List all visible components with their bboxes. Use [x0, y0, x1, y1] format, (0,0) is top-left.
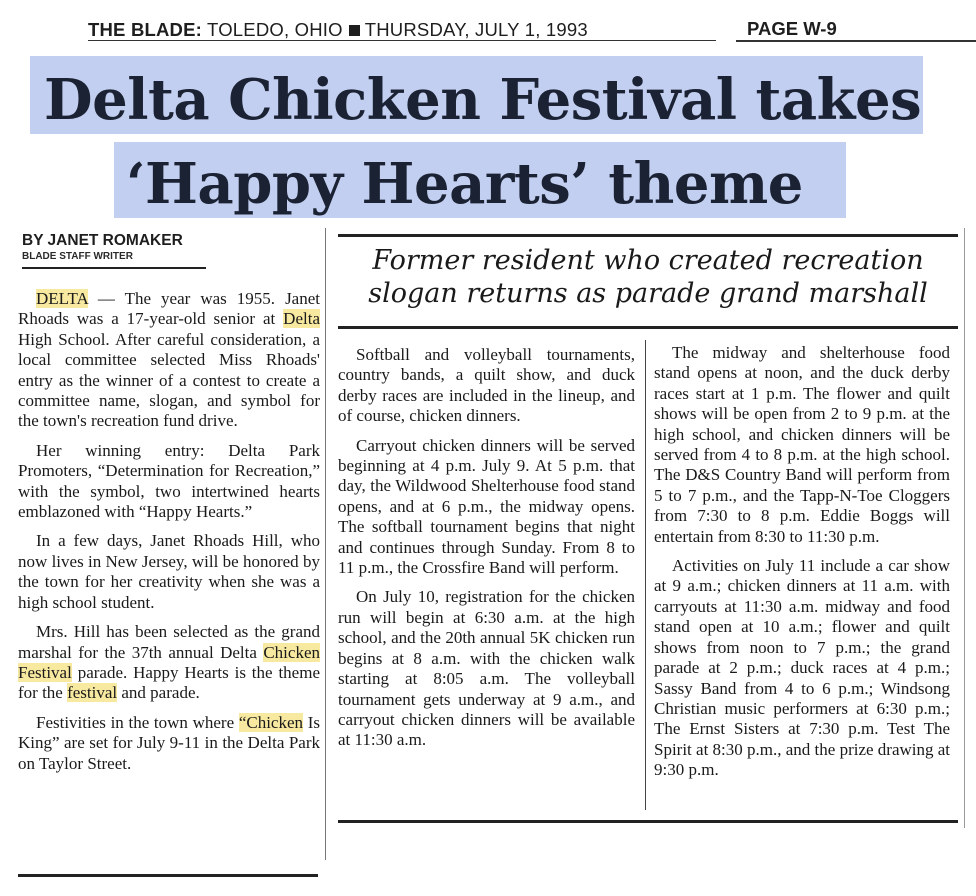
highlighted-text: Delta	[283, 309, 320, 329]
headline-line-1: Delta Chicken Festival takes	[30, 56, 923, 134]
column-end-rule	[18, 874, 318, 877]
paragraph: Softball and volleyball tournaments, country bands, a quilt show, and duck derby races are included in the lineup, and of course, chicken dinners.	[338, 345, 635, 426]
highlighted-text: “Chicken	[238, 712, 304, 732]
kicker-rule-top	[338, 234, 958, 237]
text-run: — The year was 1955. Janet Rhoads was a 17-year-old senior at	[18, 289, 320, 329]
text-run: Is King” are set for July 9-11 in the Delta Park on Taylor Street.	[18, 712, 320, 773]
headline-line-2: ‘Happy Hearts’ theme	[114, 142, 846, 218]
highlighted-text: DELTA	[36, 289, 88, 308]
byline-rule	[22, 267, 206, 269]
article-end-rule	[338, 820, 958, 823]
page-number: PAGE W-9	[747, 18, 837, 39]
kicker-headline	[338, 244, 958, 310]
column-divider	[645, 340, 646, 810]
text-run: and parade.	[117, 683, 200, 703]
text-run: High School. After careful consideration, a local committee selected Miss Rhoads' entry as the winner of a contest to create a committee name, slogan, and symbol for the town's recreation fund drive.	[18, 329, 320, 431]
paragraph: The midway and shelterhouse food stand opens at noon, and the duck derby races start at 1 p.m. The flower and quilt shows will be open from 2 to 9 p.m. at the high school, and chicken dinners will be served from 4 to 8 p.m. at the high school. The D&S Country Band will perform from 5 to 7 p.m., and the Tapp-N-Toe Cloggers from 7:30 to 8 p.m. Eddie Boggs will entertain from 8:30 to 11:30 p.m.	[654, 343, 950, 546]
byline-name: BY JANET ROMAKER	[22, 232, 183, 249]
dateline-city: TOLEDO, OHIO	[207, 19, 343, 40]
kicker-rule-bottom	[338, 326, 958, 329]
text-run: parade. Happy Hearts is the theme for the	[18, 662, 320, 703]
paragraph: Activities on July 11 include a car show at 9 a.m.; chicken dinners at 11 a.m. with carryouts at 11:30 a.m. midway and food stand open at 10 a.m.; flower and quilt shows from noon to 7 p.m.; the grand parade at 2 p.m.; duck races at 4 p.m.; Sassy Band from 4 to 6 p.m.; Windsong Christian music performers at 6:30 p.m.; The Ernst Sisters at 7:30 p.m. Test The Spirit at 8:30 p.m., and the prize drawing at 9:30 p.m.	[654, 556, 951, 780]
article-column-middle	[338, 345, 635, 760]
highlighted-text: festival	[67, 683, 118, 703]
text-run: Festivities in the town where	[36, 712, 239, 732]
paragraph: Her winning entry: Delta Park Promoters, “Determination for Recreation,” with the symbol, two intertwined hearts emblazoned with “Happy Hearts.”	[18, 440, 320, 522]
paragraph	[18, 713, 320, 774]
highlighted-text: Chicken Festival	[18, 642, 320, 682]
article-column-right	[654, 343, 950, 790]
column-divider-left	[325, 228, 326, 860]
byline	[22, 232, 183, 262]
kicker-line-1: Former resident who created recreation	[372, 245, 924, 276]
masthead	[0, 0, 976, 48]
paragraph: On July 10, registration for the chicken run will begin at 6:30 a.m. at the high school, and the 20th annual 5K chicken run begins at 8 a.m. with the chicken walk starting at 8:05 a.m. The volleyball tournament gets underway at 9 a.m., and carryout chicken dinners will be available at 11:30 a.m.	[338, 587, 635, 750]
dateline-date: THURSDAY, JULY 1, 1993	[364, 19, 588, 40]
page-rule	[736, 40, 976, 42]
kicker-line-2: slogan returns as parade grand marshall	[368, 278, 928, 309]
paper-name: THE BLADE:	[88, 19, 203, 40]
text-run: Mrs. Hill has been selected as the grand marshal for the 37th annual Delta	[18, 622, 320, 662]
page-edge-rule	[964, 228, 965, 828]
paragraph	[18, 622, 320, 704]
square-bullet-icon	[349, 25, 360, 36]
paragraph: Carryout chicken dinners will be served beginning at 4 p.m. July 9. At 5 p.m. that day, the Wildwood Shelterhouse food stand opens, and at 6 p.m., the midway opens. The softball tournament begins that night and continues through Sunday. From 8 to 11 p.m., the Crossfire Band will perform.	[338, 435, 635, 578]
paragraph: In a few days, Janet Rhoads Hill, who now lives in New Jersey, will be honored by the town for her creativity when she was a high school student.	[18, 531, 320, 612]
byline-role: BLADE STAFF WRITER	[22, 251, 133, 262]
masthead-rule	[88, 40, 716, 41]
paragraph	[18, 289, 320, 432]
masthead-dateline	[88, 19, 588, 41]
article-column-left	[18, 289, 320, 783]
